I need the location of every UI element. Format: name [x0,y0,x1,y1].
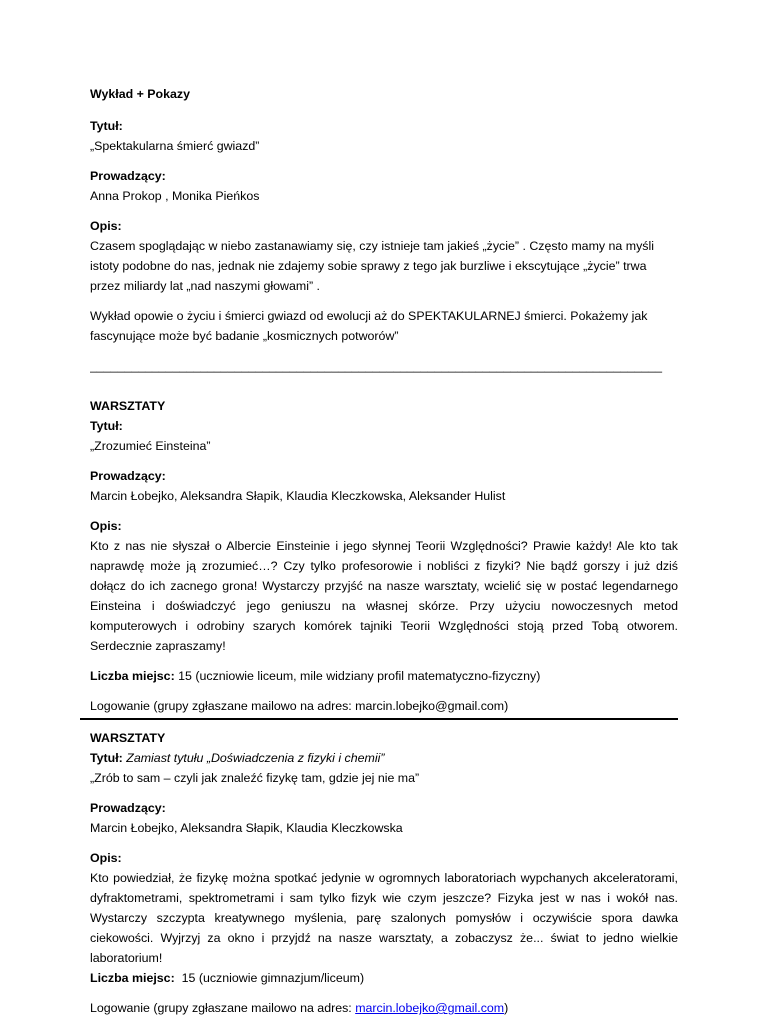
workshop2-login-suffix: ) [504,1001,509,1015]
workshop2-seats-label: Liczba miejsc: [90,971,175,985]
lecture-desc-1: Czasem spoglądając w niebo zastanawiamy się, czy istnieje tam jakieś „życie” . Często mamy na myśli istoty podobne do nas, jednak nie zdajemy sobie sprawy z tego jak burzliwe i ekscytujące „życie” trwa przez miliardy lat „nad naszymi głowami” . [90,239,654,293]
separator-line: ___________________________________________________________________________________ [90,359,662,373]
workshop1-title-block [90,416,678,456]
workshop2-desc-label: Opis: [90,851,122,865]
workshop1-seats [90,666,678,686]
workshop2-title-label: Tytuł: [90,751,123,765]
workshop1-desc: Kto z nas nie słyszał o Albercie Einsteinie i jego słynnej Teorii Względności? Prawie każdy! Ale kto tak naprawdę może ją zrozumieć…? Czy tylko profesorowie i nobliści z fizyki? Nie bądź gorszy i już dziś dołącz do ich zacnego grona! Wystarczy przyjść na nasze warsztaty, wcielić się w postać legendarnego Einsteina i doświadczyć jego geniuszu na własnej skórze. Przy użyciu nowoczesnych metod komputerowych i odrobiny szarych komórek tajniki Teorii Względności stoją przed Tobą otworem. Serdecznie zapraszamy! [90,539,678,653]
workshop2-desc-block [90,848,678,968]
workshop2-title-italic: Zamiast tytułu „Doświadczenia z fizyki i chemii” [126,751,385,765]
workshop1-section [90,396,678,716]
lecture-title-label: Tytuł: [90,119,123,133]
lecture-hosts-block [90,166,678,206]
workshop1-heading: WARSZTATY [90,399,166,413]
workshop2-login [90,998,678,1018]
lecture-title-block [90,116,678,156]
lecture-hosts-label: Prowadzący: [90,169,166,183]
workshop2-seats-value: 15 (uczniowie gimnazjum/liceum) [174,971,365,985]
workshop2-seats [90,968,678,988]
document-page [90,76,678,1028]
lecture-desc-block [90,216,678,296]
workshop1-hosts-label: Prowadzący: [90,469,166,483]
lecture-heading: Wykład + Pokazy [90,87,190,101]
workshop1-title-label: Tytuł: [90,419,123,433]
workshop1-desc-block [90,516,678,656]
email-link[interactable]: marcin.lobejko@gmail.com [355,1001,505,1015]
workshop2-title-block [90,748,678,788]
workshop1-seats-value: 15 (uczniowie liceum, mile widziany profil matematyczno-fizyczny) [174,669,541,683]
lecture-title: „Spektakularna śmierć gwiazd” [90,139,260,153]
lecture-hosts: Anna Prokop , Monika Pieńkos [90,189,260,203]
workshop2-hosts-label: Prowadzący: [90,801,166,815]
workshop2-desc: Kto powiedział, że fizykę można spotkać jedynie w ogromnych laboratoriach wypchanych akceleratorami, dyfraktometrami, spektrometrami i sam tylko fizyk wie czym jeszcze? Fizyka jest w nas i wokół nas. Wystarczy szczypta kreatywnego myślenia, parę szalonych pomysłów i oczywiście spora dawka ciekowości. Wyjrzyj za okno i przyjdź na nasze warsztaty, a zobaczysz że... świat to jedno wielkie laboratorium! [90,871,678,965]
workshop1-seats-label: Liczba miejsc: [90,669,175,683]
workshop2-section [90,728,678,1018]
workshop2-hosts: Marcin Łobejko, Aleksandra Słapik, Klaudia Kleczkowska [90,821,403,835]
workshop1-login: Logowanie (grupy zgłaszane mailowo na adres: marcin.lobejko@gmail.com) [90,699,509,713]
workshop1-title: „Zrozumieć Einsteina” [90,439,211,453]
workshop2-login-prefix: Logowanie (grupy zgłaszane mailowo na adres: [90,1001,356,1015]
workshop1-hosts: Marcin Łobejko, Aleksandra Słapik, Klaudia Kleczkowska, Aleksander Hulist [90,489,506,503]
workshop2-hosts-block [90,798,678,838]
lecture-desc-label: Opis: [90,219,122,233]
workshop2-title: „Zrób to sam – czyli jak znaleźć fizykę tam, gdzie jej nie ma” [90,771,420,785]
workshop1-desc-label: Opis: [90,519,122,533]
lecture-desc-2: Wykład opowie o życiu i śmierci gwiazd od ewolucji aż do SPEKTAKULARNEJ śmierci. Pokażemy jak fascynujące może być badanie „kosmicznych potworów” [90,309,648,343]
section-divider [80,718,678,720]
workshop2-heading: WARSZTATY [90,731,166,745]
workshop1-hosts-block [90,466,678,506]
